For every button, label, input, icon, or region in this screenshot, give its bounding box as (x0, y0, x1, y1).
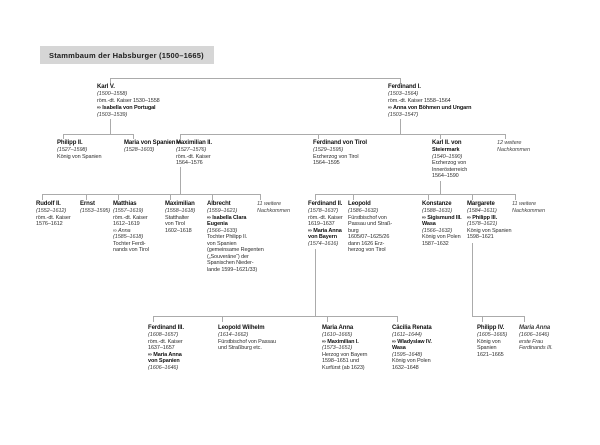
person-detail-line: dann 1626 Erz- (348, 240, 385, 247)
person-detail-line: erste Frau (519, 338, 544, 345)
person-detail-line: Nachkommen (512, 207, 545, 214)
person-detail-line: 1564–1576 (176, 160, 203, 166)
person-detail-line: ∞ Maximilian I. (322, 338, 359, 345)
person-ferdinand-von-tirol (313, 140, 367, 167)
person-detail-line: 1602–1618 (165, 227, 192, 234)
person-maximilian (165, 201, 195, 234)
person-name: Matthias (113, 201, 137, 207)
person-detail-line: Ferdinands III. (519, 345, 553, 351)
person-detail-line: (1527–1576) (176, 147, 207, 153)
person-name: Karl II. von (432, 140, 462, 146)
person-detail-line: röm.-dt. Kaiser (308, 214, 343, 221)
person-detail-line: Herzog von Bayern (322, 351, 368, 358)
person-detail-line: herzog von Tirol (348, 247, 386, 253)
person-detail-line: 1637–1657 (148, 345, 175, 351)
person-detail-line: (1614–1662) (218, 332, 249, 338)
person-ferdinand-ii (308, 201, 343, 247)
person-detail-line: ∞ Anna von Böhmen und Ungarn (388, 105, 472, 111)
person-maria-anna-reference (519, 325, 553, 352)
person-detail-line: von Tirol (165, 221, 185, 227)
person-detail-line: König von Spanien (467, 227, 512, 234)
person-philipp-iv (477, 325, 507, 358)
person-philipp-ii (57, 140, 101, 160)
person-name: Ferdinand I. (388, 84, 421, 90)
person-name: Maria Anna (322, 325, 354, 331)
person-detail-line: 1598–1621 (467, 234, 494, 240)
person-name: Ferdinand von Tirol (313, 140, 367, 146)
person-detail-line: Nachkommen (497, 146, 530, 153)
person-detail-line: 1612–1619 (113, 221, 140, 227)
person-detail-line: ∞ Sigismund III. (422, 214, 462, 221)
person-detail-line: (1558–1618) (165, 208, 196, 214)
person-detail-line: König von Spanien (57, 153, 102, 160)
person-detail-line: röm.-dt. Kaiser (113, 214, 148, 221)
connector-karl-v-children (64, 119, 134, 139)
person-detail-line: Erzherzog von Tirol (313, 153, 359, 160)
person-detail-line: 1621–1665 (477, 351, 504, 358)
person-detail-line: 1598–1651 und (322, 358, 359, 364)
person-matthias (113, 201, 149, 254)
person-name: Maria Anna (519, 325, 551, 331)
connector-maximilian-ii-children (43, 167, 261, 200)
person-name: Ferdinand II. (308, 201, 343, 207)
person-name: Leopold Wilhelm (218, 325, 265, 331)
person-name: Ferdinand III. (148, 325, 184, 331)
person-name: Albrecht (207, 201, 231, 207)
person-detail-line: röm.-dt. Kaiser 1530–1558 (97, 98, 160, 104)
person-detail-line: 1564–1595 (313, 160, 340, 166)
person-detail-line: ∞ Isabella Clara (207, 214, 247, 221)
person-detail-line: (1529–1595) (313, 147, 344, 153)
person-detail-line: Steiermark (432, 147, 460, 153)
person-name: Maximilian (165, 201, 195, 207)
person-karl-ii-steiermark (432, 140, 467, 180)
person-name: Rudolf II. (36, 201, 61, 207)
person-detail-line: (1608–1657) (148, 332, 179, 338)
person-detail-line: (1606–1646) (519, 332, 550, 338)
person-detail-line: (1574–1616) (308, 240, 339, 247)
person-name: Philipp IV. (477, 325, 505, 331)
person-detail-line: und Straßburg etc. (218, 345, 262, 351)
person-maximilian-ii (176, 140, 212, 167)
person-detail-line: (gemeinsame Regenten (207, 247, 264, 253)
person-detail-line: Kurfürst (ab 1623) (322, 364, 365, 371)
person-detail-line: nands von Tirol (113, 247, 149, 253)
person-detail-line: Spanien (477, 345, 497, 351)
person-detail-line: Wasa (422, 221, 436, 227)
person-detail-line: Tochter Philipp II. (207, 234, 248, 240)
person-detail-line: ∞ Maria Anna (148, 351, 182, 358)
person-detail-line: 1587–1632 (422, 240, 449, 247)
person-detail-line: (1588–1631) (422, 208, 453, 214)
chart-title: Stammbaum der Habsburger (1500–1665) (40, 46, 214, 64)
person-detail-line: (1503–1547) (388, 112, 419, 118)
person-margarete (467, 201, 511, 241)
person-detail-line: (1566–1633) (207, 227, 238, 234)
person-detail-line: röm.-dt. Kaiser 1558–1564 (388, 98, 451, 104)
person-detail-line: König von (477, 338, 501, 345)
person-detail-line: (1595–1648) (392, 351, 423, 358)
person-maria-von-spanien (124, 140, 181, 154)
person-detail-line: (1552–1612) (36, 208, 67, 214)
person-detail-line: von Bayern (308, 234, 337, 240)
person-karl-v (97, 84, 160, 119)
note-weitere-nachkommen-karl-ii (512, 201, 545, 214)
person-detail-line: (1585–1618) (113, 234, 144, 240)
person-albrecht (207, 201, 264, 273)
person-detail-line: Statthalter (165, 214, 189, 221)
person-detail-line: (1606–1646) (148, 364, 179, 371)
person-name: Karl V. (97, 84, 115, 90)
person-name: Leopold (348, 201, 371, 207)
person-ferdinand-i (388, 84, 471, 119)
person-ferdinand-iii (148, 325, 184, 371)
note-weitere-nachkommen-maximilian-ii (257, 201, 290, 214)
person-detail-line: (1586–1632) (348, 208, 379, 214)
person-detail-line: röm.-dt. Kaiser (36, 214, 71, 221)
person-detail-line: lande 1599–1621/33) (207, 266, 258, 273)
person-detail-line: Wasa (392, 345, 406, 351)
person-detail-line: (1578–1621) (467, 221, 498, 227)
person-detail-line: 11 weitere (257, 201, 281, 207)
person-detail-line: (1503–1564) (388, 91, 419, 97)
person-detail-line: (1559–1621) (207, 208, 238, 214)
person-detail-line: ∞ Maria Anna (308, 227, 342, 234)
person-detail-line: von Spanien (207, 240, 237, 247)
person-detail-line: röm.-dt. Kaiser (176, 153, 211, 160)
person-detail-line: Nachkommen (257, 207, 290, 214)
person-name: Margarete (467, 201, 495, 207)
person-detail-line: (1566–1632) (422, 227, 453, 234)
person-detail-line: 11 weitere (512, 201, 536, 207)
person-name: Cäcilia Renata (392, 325, 432, 331)
person-konstanze (422, 201, 462, 247)
person-name: Ernst (80, 201, 95, 207)
person-detail-line: ∞ Wladyslaw IV. (392, 338, 432, 345)
person-detail-line: Eugenia (207, 221, 228, 227)
person-detail-line: 1576–1612 (36, 221, 63, 227)
person-detail-line: Fürstbischof von (348, 214, 387, 221)
person-detail-line: 1605/07–1625/26 (348, 234, 390, 240)
connector-margarete-children (473, 243, 525, 322)
person-detail-line: ∞ Philipp III. (467, 214, 498, 221)
person-caecilia-renata (392, 325, 432, 371)
person-detail-line: Fürstbischof von Passau (218, 338, 276, 345)
person-detail-line: 1632–1648 (392, 364, 419, 371)
person-detail-line: (1573–1651) (322, 345, 353, 351)
person-name: Maximilian II. (176, 140, 212, 146)
connector-karl-ii-children (316, 181, 516, 200)
person-detail-line: (1611–1644) (392, 332, 422, 338)
person-detail-line: (1605–1665) (477, 332, 508, 338)
person-leopold (348, 201, 392, 254)
person-detail-line: Erzherzog von (432, 160, 467, 166)
person-maria-anna (322, 325, 367, 371)
person-detail-line: (1553–1595) (80, 208, 111, 214)
person-detail-line: 12 weitere (497, 140, 522, 146)
person-detail-line: burg (348, 227, 359, 234)
person-detail-line: Spanischen Nieder- (207, 260, 254, 266)
person-detail-line: (1584–1611) (467, 208, 497, 214)
person-detail-line: ∞ Anna (113, 227, 131, 234)
person-name: Konstanze (422, 201, 452, 207)
note-weitere-nachkommen-ferdinand-i (497, 140, 530, 153)
connector-ferdinand-ii-children (154, 249, 398, 322)
person-detail-line: Passau und Straß- (348, 221, 393, 227)
person-detail-line: („Souveräne“) der (207, 253, 249, 260)
person-detail-line: (1527–1598) (57, 147, 88, 153)
person-detail-line: 1619–1637 (308, 221, 335, 227)
person-detail-line: Tochter Ferdi- (113, 240, 146, 247)
person-detail-line: (1540–1590) (432, 153, 463, 160)
person-detail-line: Innerösterreich (432, 166, 468, 173)
person-detail-line: von Spanien (148, 358, 180, 364)
person-detail-line: röm.-dt. Kaiser (148, 338, 183, 345)
person-detail-line: König von Polen (392, 358, 431, 364)
person-detail-line: (1610–1665) (322, 332, 353, 338)
person-ernst (80, 201, 110, 215)
person-rudolf-ii (36, 201, 71, 228)
person-detail-line: (1528–1603) (124, 147, 155, 153)
person-name: Philipp II. (57, 140, 83, 146)
person-detail-line: König von Polen (422, 234, 461, 240)
person-detail-line: 1564–1590 (432, 173, 459, 179)
person-detail-line: ∞ Isabella von Portugal (97, 105, 156, 111)
person-detail-line: (1500–1558) (97, 91, 128, 97)
person-detail-line: (1503–1539) (97, 112, 128, 118)
connector-ferdinand-i-children (181, 119, 506, 139)
person-leopold-wilhelm (218, 325, 276, 352)
person-name: Maria von Spanien ∞ (124, 140, 182, 146)
person-detail-line: (1557–1619) (113, 208, 144, 214)
person-detail-line: (1578–1637) (308, 208, 339, 214)
